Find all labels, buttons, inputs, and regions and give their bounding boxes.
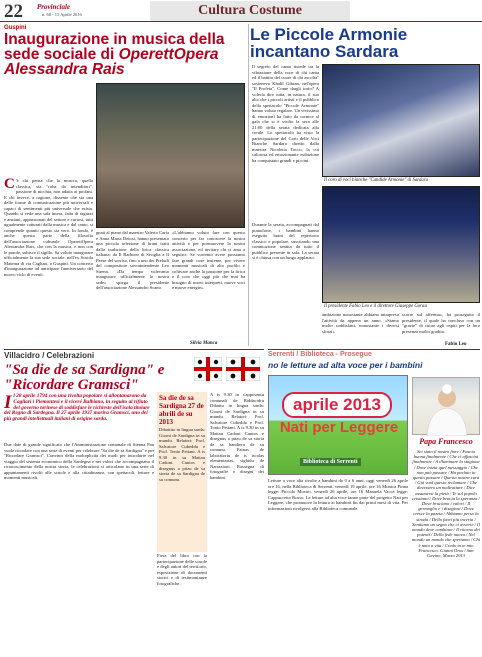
newspaper-logo: Provinciale: [37, 3, 71, 11]
article3-lead: [4, 394, 154, 441]
article1-column-2: gnati al piano dal maestro Valerio Carta e Anna Maria Deiosi, hanno presentato una piccola selezione di brani tratti dalla tradizione della lirica classica italiana: da Il Barbiere di Siviglia a Il Paese del sorriso, fino a uno dei Preludi del compositore sovraintendente Leo Sirena. «Da tempo volevamo inaugurare ufficialmente la nostra sede» spiega il presidente dell'associazione Alessandro Scano.: [96, 230, 169, 290]
sidebar-title: Papa Francesco: [419, 437, 473, 446]
article1-photo: [96, 83, 245, 228]
page-number: 22: [4, 1, 23, 22]
poster-date: aprile 2013: [282, 392, 392, 418]
article1-column-1: [4, 178, 93, 342]
article1-kicker: Guspini: [4, 25, 27, 31]
article3-column-3: A is 9.30 in s'apposentu comunali de Biddacidru Dibattu in lingua sarda: Giorni de Sardigna in su mundu. Relatori: Prof. Salvatore Cubeddu e Prof. Tonio Pettani. A is 9.30 in su Mattau Cadoni Cuntos e disegnus a pitzu de sa storia de sa bandiera de su comunu. Fainas de laboratoriu de is iscolas elementarias, sighidu de Narrazioni. Rassegna di fotografie e disegni dei bambini.: [210, 392, 264, 480]
article3-column-1: Due date di grande significato che l'Amministrazione comunale di Sienna Pau vuole ricordare con una serie di eventi per celebrare "Sa die de sa Sardigna" e per "Ricordare Gramsci". Convinti della molteplicità dei modi per introdurre nel viaggio del sistema economico della Sardegna e nei valori che accompagnano il riconoscimento della nostra storia, le celebrazioni si articolano in una serie di appuntamenti rivolti alle scuole e alla cittadinanza, con spettacoli, letture e momenti musicali.: [4, 442, 154, 480]
column-divider: [248, 24, 249, 346]
article4-body: Letture a voce alta rivolte a bambini da 0 a 6 anni, oggi venerdì 26 aprile ore 16, nella Biblioteca di Serrenti. venerdì 19 aprile, ore 16 Monica Pinna legge: Piccolo Mostro. venerdì 26 aprile, ore 16 Manuela Vacca legge: Cappuccetto Rosso. Le letture ad alta voce fanno parte del progetto Nati per Leggere, che promuove la lettura ai bambini fin dai primi mesi di vita. Per informazioni rivolgersi alla Biblioteca comunale.: [268, 478, 408, 511]
article1-title-italic: OperettOpera Alessandra Rais: [4, 46, 219, 78]
article4-title: no le letture ad alta voce per i bambini: [268, 360, 423, 370]
section-title: Cultura Costume: [150, 1, 350, 21]
sardinian-flag-icon: [226, 357, 260, 381]
article2-caption-2: Il presidente Fabio Leo e il direttore Giuseppe Gorau: [324, 304, 427, 309]
article1-dropcap: C: [4, 178, 15, 192]
program-box-text: Dibattito in lingua sarda: Giorni de Sardigna in su mundu. Relatori: Prof. Salvatore Cubeddu e Prof. Tonio Pettani. A is 9.30 in su Mattau Cadoni. Cuntos e disegnus a pitzu de sa storia de sa Sardigna de su comunu.: [159, 427, 205, 482]
article2-caption-1: Il coro di voci bianche "Candide Armonie" di Sardara: [324, 178, 429, 183]
pope-photo: [412, 377, 480, 435]
article2-title: Le Piccole Armonie incantano Sardara: [250, 25, 408, 61]
article2-stage-photo: [322, 186, 480, 303]
divider-left: [4, 349, 264, 350]
article2-author: Fabio Leo: [445, 342, 467, 347]
sardinia-four-moors-flag-icon: [194, 357, 222, 381]
poster-subtitle: Biblioteca di Serrenti: [300, 458, 361, 466]
issue-info: n. 68 - 15 Aprile 2016: [42, 12, 82, 17]
article3-program-box: [157, 392, 207, 552]
article2-column-1b: Durante la serata, accompagnati dal pianoforte, i bambini hanno eseguito brani del repertorio classico e popolare, suscitando una commozione sentita da tutto il pubblico presente in sala. La serata si è chiusa con un lungo applauso.: [252, 222, 319, 260]
article4-kicker: Serrenti / Biblioteca - Prosegue: [268, 351, 372, 358]
article2-column-2: ambizione nonostante abbiano intrapreso l'attività da appena un anno. «Siamo molto soddisfatti, nonostante i diversi sforzi»: [322, 312, 399, 334]
article3-lead-text: l 28 aprile 1794 con una rivolta popolare si allontanarono da Cagliari i Piemontesi e il viceré Balbiano, in seguito al rifiuto del governo torinese di soddisfare le richieste dell'isola titolare del Regno di Sardegna. Il 27 aprile 1937 moriva Gramsci, uno dei più grandi intellettuali italiani di origine sarda.: [4, 393, 150, 423]
poster-title: Nati per Leggere: [279, 419, 399, 436]
article1-title-line2: sede sociale di: [4, 46, 115, 63]
article1-title-line1: Inaugurazione in musica della: [4, 31, 225, 48]
sidebar-poem: Sei stato il nostro fiore / Fascia buona finalmente / Che ci affascini finalmente / A illuminare la stagione / Dove inizia quel messaggio / Che non può passare / Ha parlato in questo passare / Questa nostra cura / Già vuol questo reclamare / Che dovessero un maltrattare / Dice assumersi la pietà / Te sul popolo cristiano / Dove brucia la speranza / Dove bruciano i valori / Il germoglio e i disagiosi / Dove cresce la pazzia / Abbiamo perso la strada / Della fuori più incerta / Sentiamo un segno che ci avverte / Il mondo deve cambiare / Il ritorno dei potenti / Della fede nuova / Nel mondo un mondo che speriamo / Chi è nato a vita / Credo in te mio Francesco. Gianni Oros / San Gavino, Marzo 2013: [412, 449, 480, 559]
program-box-title: Sa die de sa Sardigna 27 de abrili de su 2013: [159, 394, 204, 426]
article1-author: Silvia Manca: [190, 341, 218, 346]
article3-kicker: Villacidro / Celebrazioni: [4, 351, 95, 360]
article1-col1-text: 'è chi pensa che la musica, quella classica, sia "roba da intenditori", passione di nicchia, non adatta ai profani. E chi invece, a ragione, dissente che sia una delle forme di comunicazione più universali e capaci di sentimenti più universale che esista. Quando si vede una sala intera, fatta di ragazzi e anziani, appassionati del settore e curiosi, tutti ugualmente catturati dalla musica e dal canto, si comprende quanto questo sia vero. In fondo, è anche questa parte della filosofia dell'associazione culturale OperettOpera Alessandra Rais, che con la musica, e non con le parole, subisce il sigillo. Sa voluto inaugurare ufficialmente la sua sede sociale, nell'ex Scuola Materna di via Cagliari, a Guspini. Un concerto d'inaugurazione ad anticipare l'anniversario del nuovo ciclo di eventi.: [4, 178, 93, 277]
article2-column-1: Il segreto del canto risiede tra la vibrazione della voce di chi canta ed il battito del cuore di chi ascolta" sostenevа Khalil Gibran, nel'opera "Il Profeta". Come dargli torto? A volerla dire tutta, in natura, il suo alto che i piccoli artisti e il pubblico della spettacolo "Piccole Armonie" hanno voluto regalare. Un vivissimo di emozioni ha fatto da cornice al gala che si è svolto la sera alle 21:00 della serata dedicata alla corale. Lo spettacolo ha visto la partecipazione del Coro delle Voci Bianche Sardara diretto dalla maestra Nicoletta Tocco, la cui calorosa ed emozionante esibizione ha conquistato grandi e piccini.: [252, 64, 319, 163]
article3-column-2b: Fiera del libro con la partecipazione delle scuole e degli autori del territorio, esposizione di documenti storici e di testimonianze fotografiche.: [157, 553, 207, 586]
article3-dropcap: I: [4, 392, 12, 413]
article1-title: [4, 32, 244, 77]
article2-choir-photo: [322, 64, 480, 177]
article2-column-3: scorre sul afferma», ha proseguito il presidente, il quale ha concluso con un "grazie" di cuore agli ospiti per la loro presenza molto gradita.: [402, 312, 480, 334]
article1-column-3: «L'abbiamo voluto fare con questo concerto per far conoscere la nostra attività e per promuovere la nostra associazione, ed invitare chi ci ama a seguirci. Se vorremo avere possiamo fare grandi cose insieme, per vivere momenti musicali di alto profilo e coltivare anche la passione per la lirica e il coro che oggi più che mai ha bisogno di nuovi interpreti, nuove voci e nuove energie».: [172, 230, 245, 290]
article3-title: "Sa die de sa Sardigna" e "Ricordare Gramsci": [4, 362, 165, 393]
divider-right: [268, 349, 480, 350]
